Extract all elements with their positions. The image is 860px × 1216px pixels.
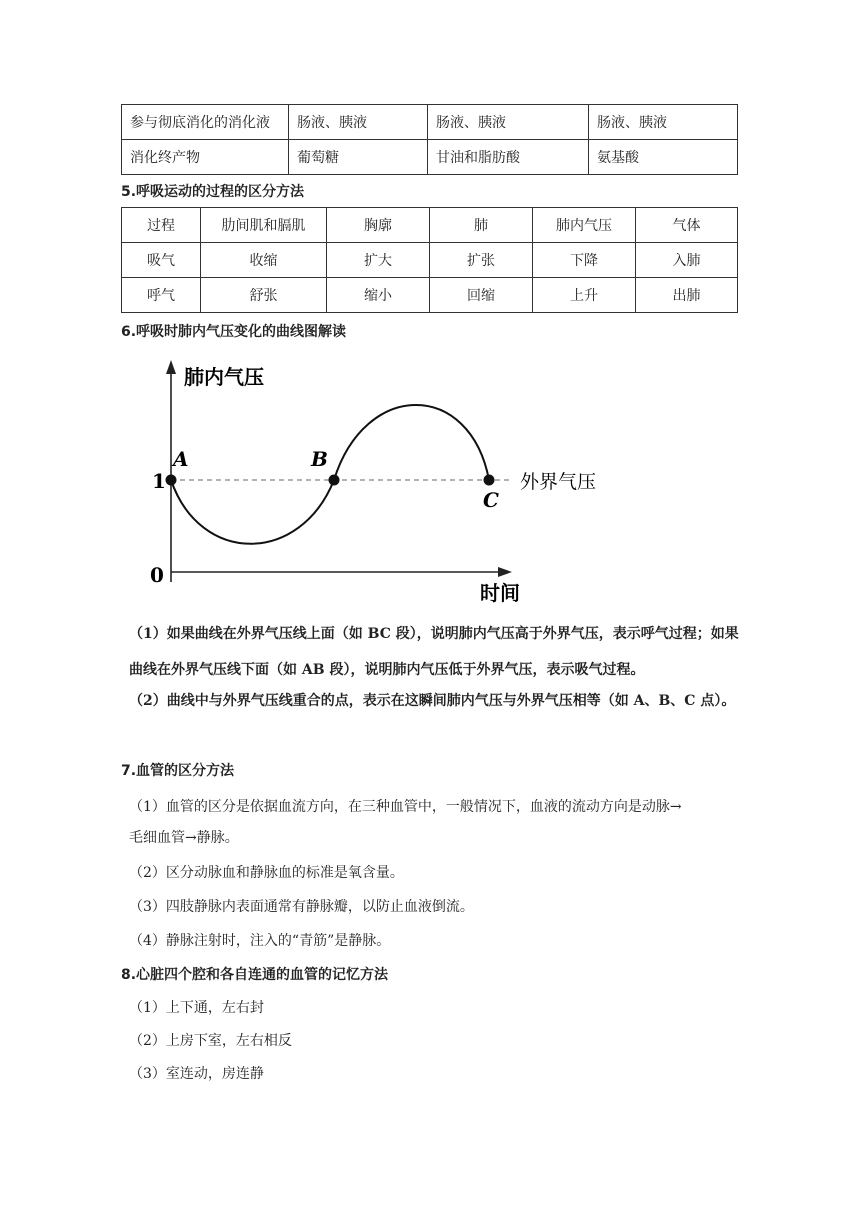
table-row	[122, 105, 738, 140]
table-cell: 缩小	[327, 278, 430, 313]
table-row	[122, 243, 738, 278]
text-line: （1）血管的区分是依据血流方向，在三种血管中，一般情况下，血液的流动方向是动脉→	[129, 799, 682, 815]
table-cell: 上升	[533, 278, 636, 313]
text-line: 毛细血管→静脉。	[129, 830, 239, 846]
table-cell: 回缩	[430, 278, 533, 313]
text-line: （2）上房下室，左右相反	[129, 1033, 292, 1049]
section-heading: 8.心脏四个腔和各自连通的血管的记忆方法	[121, 967, 389, 983]
table-cell: 吸气	[122, 243, 201, 278]
table-header-cell: 肋间肌和膈肌	[201, 208, 327, 243]
table-header-row	[122, 208, 738, 243]
table-cell: 扩大	[327, 243, 430, 278]
table-cell: 入肺	[636, 243, 738, 278]
digestion-table	[121, 104, 738, 175]
table-cell: 扩张	[430, 243, 533, 278]
table-cell: 肠液、胰液	[428, 105, 589, 140]
y-tick-one: 1	[152, 469, 166, 493]
table-row	[122, 278, 738, 313]
pressure-curve	[171, 405, 489, 544]
x-axis-label: 时间	[480, 581, 520, 605]
graph-explanation-2: （2）曲线中与外界气压线重合的点，表示在这瞬间肺内气压与外界气压相等（如 A、B、C 点）。	[129, 693, 736, 709]
point-a-label: A	[173, 447, 189, 471]
table-cell: 葡萄糖	[289, 140, 428, 175]
y-tick-zero: 0	[150, 563, 164, 587]
table-header-cell: 气体	[636, 208, 738, 243]
table-cell: 呼气	[122, 278, 201, 313]
point-b-dot	[329, 475, 340, 486]
table-cell: 收缩	[201, 243, 327, 278]
section-heading: 5.呼吸运动的过程的区分方法	[121, 184, 305, 200]
table-cell: 舒张	[201, 278, 327, 313]
table-header-cell: 胸廓	[327, 208, 430, 243]
x-axis-arrow	[498, 567, 512, 577]
graph-explanation-1: （1）如果曲线在外界气压线上面（如 BC 段），说明肺内气压高于外界气压，表示呼气过程；如果曲线在外界气压线下面（如 AB 段），说明肺内气压低于外界气压，表示吸气过程。	[129, 626, 739, 678]
table-row	[122, 140, 738, 175]
point-a-dot	[166, 475, 177, 486]
text-line: （3）四肢静脉内表面通常有静脉瓣，以防止血液倒流。	[129, 899, 474, 915]
section-heading: 6.呼吸时肺内气压变化的曲线图解读	[121, 324, 347, 340]
table-cell: 出肺	[636, 278, 738, 313]
text-line: （3）室连动，房连静	[129, 1066, 264, 1082]
table-header-cell: 过程	[122, 208, 201, 243]
external-pressure-label: 外界气压	[520, 471, 597, 493]
table-cell: 下降	[533, 243, 636, 278]
table-cell: 参与彻底消化的消化液	[122, 105, 289, 140]
point-c-dot	[484, 475, 495, 486]
table-cell: 肠液、胰液	[589, 105, 738, 140]
point-b-label: B	[311, 447, 328, 471]
text-line: （4）静脉注射时，注入的“青筋”是静脉。	[129, 933, 391, 949]
text-line: （2）区分动脉血和静脉血的标准是氧含量。	[129, 865, 404, 881]
table-header-cell: 肺内气压	[533, 208, 636, 243]
lung-pressure-graph	[140, 350, 640, 610]
section-heading: 7.血管的区分方法	[121, 763, 235, 779]
y-axis-arrow	[166, 360, 176, 374]
point-c-label: C	[483, 488, 499, 512]
table-cell: 甘油和脂肪酸	[428, 140, 589, 175]
table-cell: 消化终产物	[122, 140, 289, 175]
text-line: （1）上下通，左右封	[129, 1000, 264, 1016]
respiration-table	[121, 207, 738, 313]
table-cell: 肠液、胰液	[289, 105, 428, 140]
table-header-cell: 肺	[430, 208, 533, 243]
table-cell: 氨基酸	[589, 140, 738, 175]
y-axis-label: 肺内气压	[184, 365, 264, 389]
